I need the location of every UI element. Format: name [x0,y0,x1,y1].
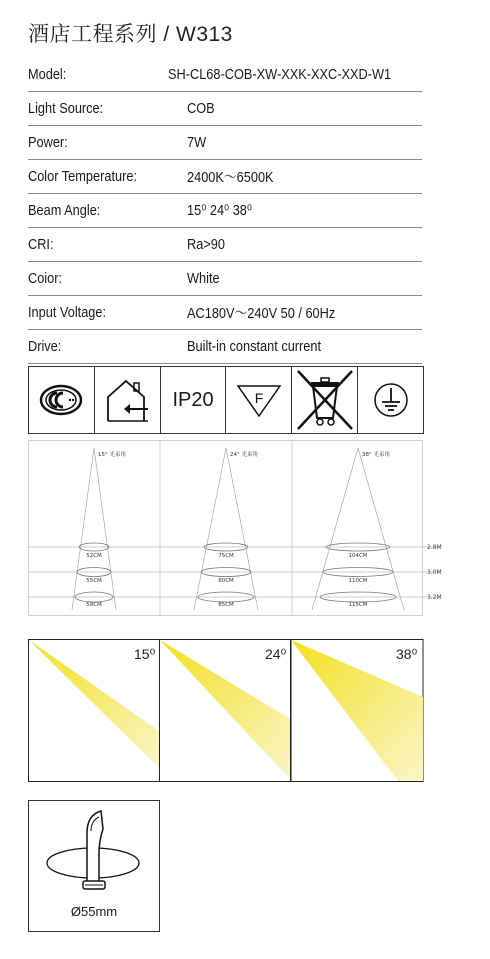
spec-key: Drive: [28,338,62,355]
spec-value: 15⁰ 24⁰ 38⁰ [187,202,253,219]
spot-size-label: 110CM [348,578,368,584]
cutout-diameter: Ø55mm [70,904,118,919]
f-mark-label: F [254,390,264,406]
spec-key: CRI: [28,236,54,253]
distance-label: 3.2M [427,594,442,601]
spec-value: Built-in constant current [187,338,322,355]
spec-row [28,92,422,126]
spec-value: 7W [187,134,207,151]
spot-size-label: 58CM [86,602,102,608]
f-mark-icon [225,367,291,433]
spec-row [28,160,422,194]
spot-size-label: 85CM [218,602,234,608]
spec-key: Beam Angle: [28,202,101,219]
beam-angle-label: 15° 光束角 [98,452,126,458]
distance-label: 3.0M [427,569,442,576]
spec-value: Ra>90 [187,236,225,253]
spec-row [28,296,422,330]
page-title: 酒店工程系列 / W313 [28,23,233,46]
wedge-angle-label: 15⁰ [134,646,156,662]
spec-key: Power: [28,134,68,151]
spec-key: Coior: [28,270,63,287]
beam-wedge-diagram [28,639,424,787]
spot-size-label: 52CM [86,553,102,559]
spec-key: Model: [28,66,67,83]
distance-label: 2.8M [427,544,442,551]
spec-value: SH-CL68-COB-XW-XXK-XXC-XXD-W1 [168,66,392,83]
certification-bar [28,366,424,434]
spot-size-label: 115CM [348,602,368,608]
beam-spread-diagram [28,440,473,621]
spot-size-label: 104CM [348,553,368,559]
spec-value: COB [187,100,215,117]
beam-angle-label: 24° 光束角 [230,452,258,458]
wedge-angle-label: 38⁰ [396,646,418,662]
spec-key: Color Temperature: [28,168,137,185]
spec-row [28,126,422,160]
spec-value: White [187,270,220,287]
beam-angle-label: 38° 光束角 [362,452,390,458]
ip-rating [160,367,226,433]
spec-key: Input Voltage: [28,304,107,321]
indoor-use-icon [94,367,160,433]
spec-row [28,262,422,296]
weee-bin-icon [291,367,357,433]
spot-size-label: 75CM [218,553,234,559]
wedge-angle-label: 24⁰ [265,646,287,662]
ip-rating-label: IP20 [172,388,214,411]
spec-row [28,194,422,228]
spec-value: 2400K～6500K [187,170,274,186]
spec-table [28,58,422,364]
spec-value: AC180V～240V 50 / 60Hz [187,306,336,322]
ground-icon [357,367,423,433]
spot-size-label: 55CM [86,578,102,584]
spec-row [28,58,422,92]
spec-key: Light Source: [28,100,104,117]
fixture-outline-icon [29,801,159,911]
spec-row [28,330,422,364]
cutout-size-box [28,800,160,932]
spot-size-label: 80CM [218,578,234,584]
ccc-mark-icon [29,367,94,433]
spec-row [28,228,422,262]
